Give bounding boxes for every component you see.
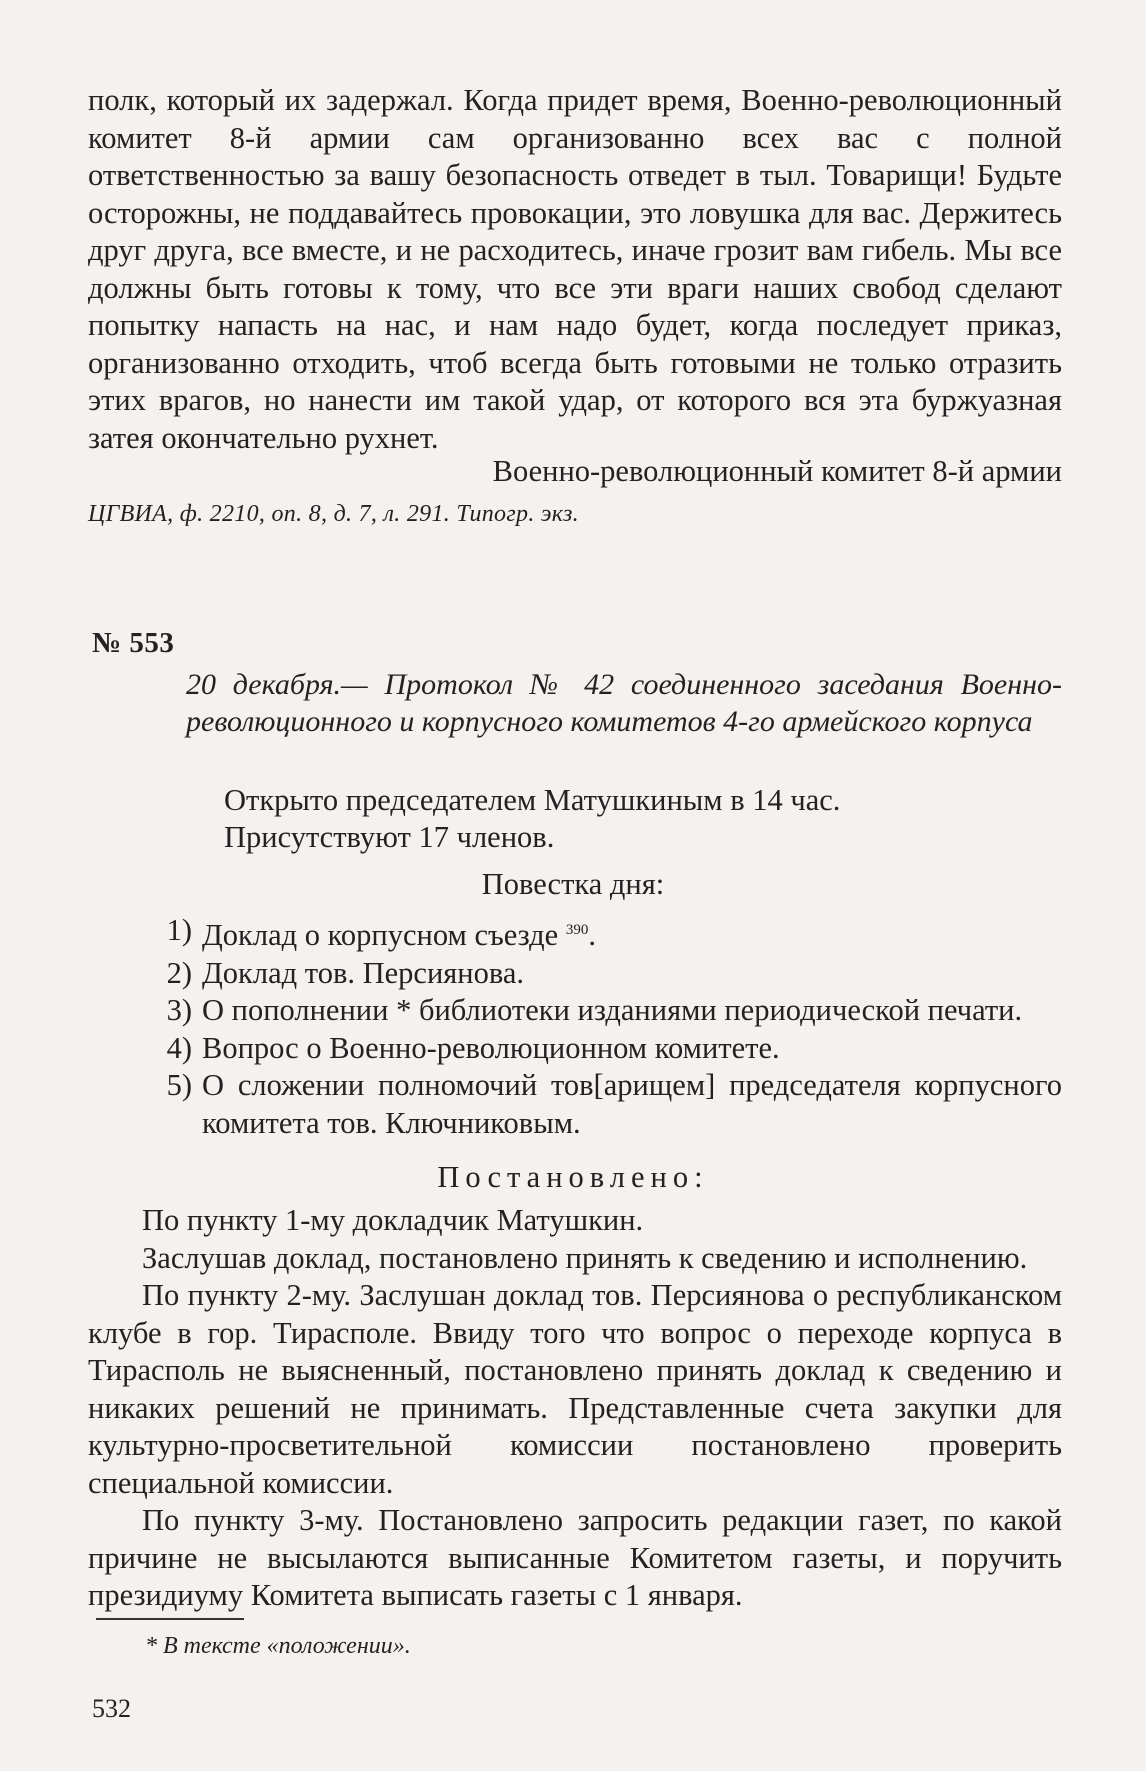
resolution-paragraph: По пункту 1-му докладчик Матушкин. [142, 1203, 644, 1237]
archive-reference: ЦГВИА, ф. 2210, оп. 8, д. 7, л. 291. Типогр. экз. [88, 501, 579, 527]
agenda-item [130, 955, 1062, 993]
resolutions [88, 1202, 1062, 1615]
agenda-item-text: Доклад тов. Персиянова. [202, 955, 525, 990]
agenda-item-number: 3) [166, 993, 192, 1028]
footnote: * В тексте «положении». [145, 1633, 411, 1659]
agenda-list [130, 912, 1062, 1142]
footnote-divider [96, 1618, 244, 1620]
present-line: Присутствуют 17 членов. [224, 820, 555, 854]
agenda-item [130, 912, 1062, 955]
agenda-item-text: О сложении полномочий тов[арищем] председателя корпусного комитета тов. Ключниковым. [202, 1068, 1062, 1140]
continuation-paragraph: полк, который их задержал. Когда придет время, Военно-революционный комитет 8-й армии сам организованно всех вас с полной ответственностью за вашу безопасность отведет в тыл. Товарищи! Будьте осторожны, не поддавайтесь провокации, это ловушка для вас. Держитесь друг друга, все вместе, и не расходитесь, иначе грозит вам гибель. Мы все должны быть готовы к тому, что все эти враги наших свобод сделают попытку напасть на нас, и нам надо будет, когда последует приказ, организованно отходить, чтоб всегда быть готовыми не только отразить этих врагов, но нанести им такой удар, от которого вся эта буржуазная затея окончательно рухнет. [88, 83, 1062, 455]
footnote-marker: 390 [565, 922, 589, 938]
agenda-item [130, 1067, 1062, 1142]
document-number: № 553 [92, 627, 175, 659]
resolution-paragraph: По пункту 3-му. Постановлено запросить редакции газет, по какой причине не высылаются выписанные Комитетом газеты, и поручить президиуму Комитета выписать газеты с 1 января. [88, 1503, 1062, 1612]
signature: Военно-революционный комитет 8-й армии [492, 454, 1062, 488]
agenda-item-number: 1) [166, 913, 192, 947]
agenda-item-text: Доклад о корпусном съезде [202, 918, 559, 953]
page-number: 532 [92, 1694, 131, 1723]
agenda-item [130, 992, 1062, 1030]
agenda-item-number: 5) [166, 1068, 192, 1103]
agenda-heading: Повестка дня: [481, 867, 665, 901]
resolution-paragraph: По пункту 2-му. Заслушан доклад тов. Персиянова о республиканском клубе в гор. Тирасполе. Ввиду того что вопрос о переходе корпуса в Тирасполь не выясненный, постановлено принять доклад к сведению и никаких решений не принимать. Представленные счета закупки для культурно-просветительной комиссии постановлено проверить специальной комиссии. [88, 1278, 1062, 1500]
agenda-item-number: 4) [166, 1030, 192, 1065]
resolution-paragraph: Заслушав доклад, постановлено принять к сведению и исполнению. [142, 1240, 1028, 1275]
agenda-item-tail: . [588, 918, 596, 953]
document-title: 20 декабря.— Протокол № 42 соединенного заседания Военно-революционного и корпусного комитетов 4-го армейского корпуса [186, 668, 1062, 738]
agenda-item [130, 1030, 1062, 1068]
resolved-heading: Постановлено: [437, 1160, 709, 1194]
agenda-item-text: Вопрос о Военно-революционном комитете. [202, 1030, 780, 1065]
agenda-item-number: 2) [166, 955, 192, 990]
agenda-item-text: О пополнении * библиотеки изданиями периодической печати. [202, 993, 1023, 1028]
opened-line: Открыто председателем Матушкиным в 14 час. [224, 783, 841, 817]
meeting-info [224, 782, 840, 856]
